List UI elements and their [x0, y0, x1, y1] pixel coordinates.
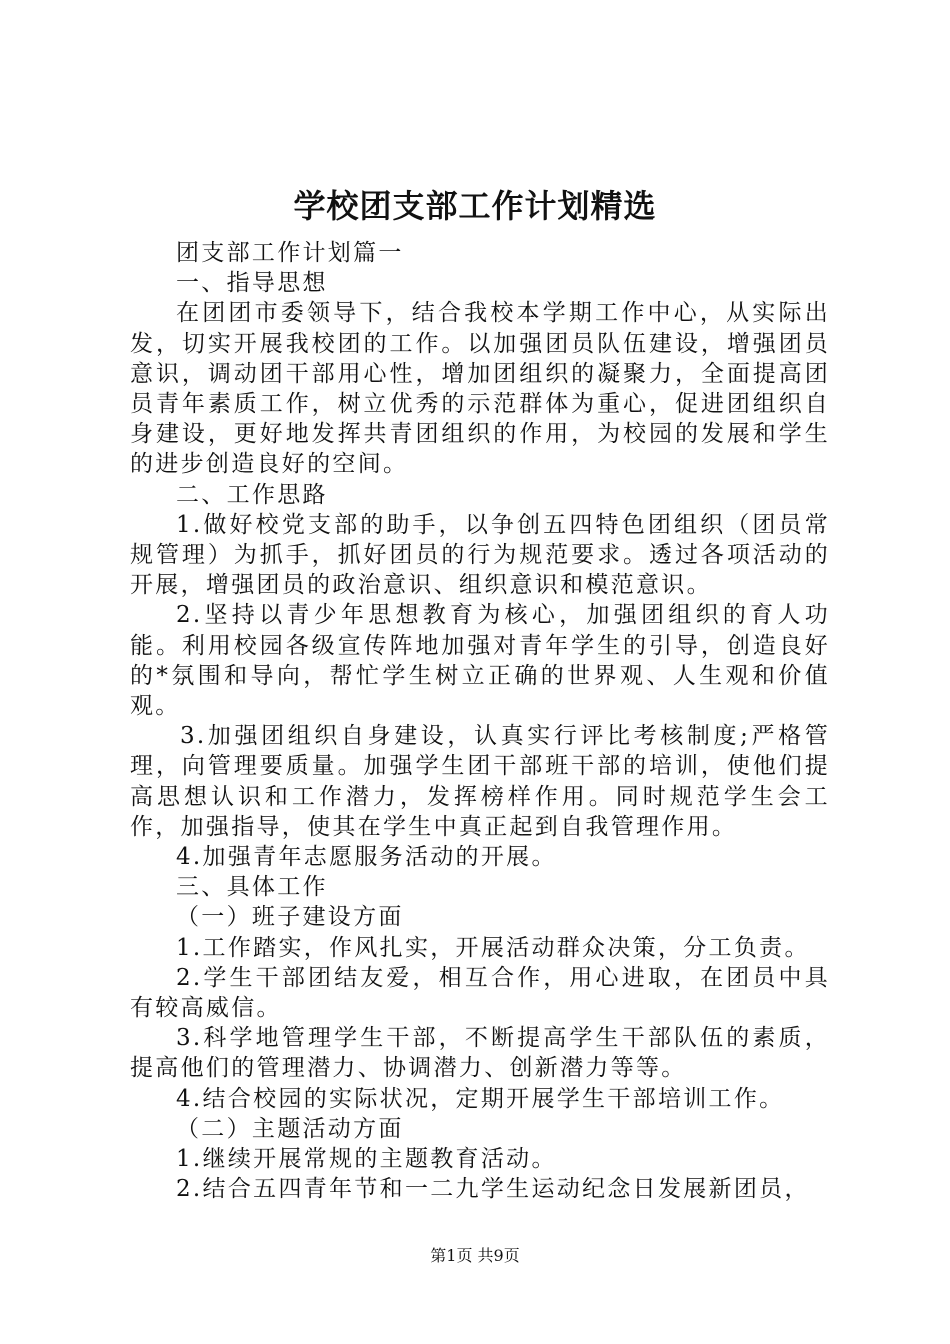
paragraph-section-heading: 团支部工作计划篇一	[176, 240, 404, 266]
paragraph: 1.工作踏实，作风扎实，开展活动群众决策，分工负责。	[176, 934, 810, 961]
paragraph: 2.结合五四青年节和一二九学生运动纪念日发展新团员，	[176, 1176, 810, 1203]
paragraph-heading-2: 二、工作思路	[176, 481, 328, 508]
page-footer: 第1页 共9页	[430, 1246, 520, 1265]
paragraph: 4.结合校园的实际状况，定期开展学生干部培训工作。	[176, 1085, 785, 1112]
paragraph: 2.学生干部团结友爱，相互合作，用心进取，在团员中具有较高威信。	[130, 964, 830, 1022]
paragraph-subheading: （一）班子建设方面	[176, 904, 404, 931]
paragraph-subheading: （二）主题活动方面	[176, 1115, 404, 1142]
paragraph: 1.做好校党支部的助手，以争创五四特色团组织（团员常规管理）为抓手，抓好团员的行为规范要求。透过各项活动的开展，增强团员的政治意识、组织意识和模范意识。	[130, 511, 830, 599]
paragraph: 1.继续开展常规的主题教育活动。	[176, 1146, 557, 1173]
paragraph-heading-1: 一、指导思想	[176, 270, 328, 297]
paragraph: 在团团市委领导下，结合我校本学期工作中心，从实际出发，切实开展我校团的工作。以加强团员队伍建设，增强团员意识，调动团干部用心性，增加团组织的凝聚力，全面提高团员青年素质工作，树立优秀的示范群体为重心，促进团组织自身建设，更好地发挥共青团组织的作用，为校园的发展和学生的进步创造良好的空间。	[130, 300, 830, 478]
paragraph: 2.坚持以青少年思想教育为核心，加强团组织的育人功能。利用校园各级宣传阵地加强对青年学生的引导，创造良好的*氛围和导向，帮忙学生树立正确的世界观、人生观和价值观。	[130, 602, 830, 720]
paragraph: 4.加强青年志愿服务活动的开展。	[176, 844, 557, 871]
paragraph: 3.科学地管理学生干部，不断提高学生干部队伍的素质，提高他们的管理潜力、协调潜力、创新潜力等等。	[130, 1025, 830, 1082]
paragraph: 3.加强团组织自身建设，认真实行评比考核制度;严格管理，向管理要质量。加强学生团干部班干部的培训，使他们提高思想认识和工作潜力，发挥榜样作用。同时规范学生会工作，加强指导，使其在学生中真正起到自我管理作用。	[130, 723, 830, 840]
document-body	[130, 238, 830, 1205]
paragraph-heading-3: 三、具体工作	[176, 874, 328, 901]
document-title: 学校团支部工作计划精选	[293, 187, 657, 225]
